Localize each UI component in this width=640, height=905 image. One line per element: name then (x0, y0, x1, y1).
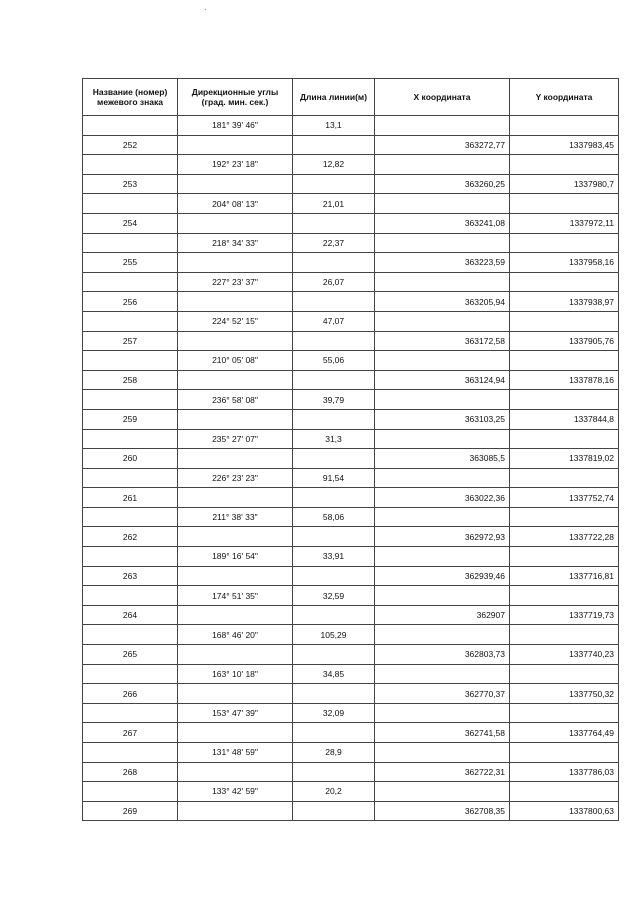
cell-line-length (293, 213, 375, 233)
cell-marker-name: 260 (83, 449, 178, 469)
cell-direction-angle: 133° 42' 59" (178, 782, 293, 802)
cell-y-coordinate: 1337972,11 (510, 213, 619, 233)
cell-y-coordinate: 1337786,03 (510, 762, 619, 782)
table-row (83, 723, 619, 743)
cell-x-coordinate (375, 311, 510, 331)
table-row (83, 801, 619, 821)
header-angle: Дирекционные углы (град. мин. сек.) (178, 79, 293, 116)
cell-line-length: 34,85 (293, 664, 375, 684)
cell-line-length (293, 449, 375, 469)
cell-y-coordinate: 1337938,97 (510, 292, 619, 312)
cell-marker-name (83, 155, 178, 175)
cell-x-coordinate (375, 625, 510, 645)
cell-marker-name: 259 (83, 409, 178, 429)
cell-direction-angle: 211° 38' 33" (178, 507, 293, 527)
cell-y-coordinate (510, 664, 619, 684)
cell-x-coordinate (375, 664, 510, 684)
cell-direction-angle: 163° 10' 18" (178, 664, 293, 684)
cell-x-coordinate: 363241,08 (375, 213, 510, 233)
boundary-coordinates-table (82, 78, 619, 821)
cell-line-length: 91,54 (293, 468, 375, 488)
table-row (83, 331, 619, 351)
cell-direction-angle: 153° 47' 39" (178, 703, 293, 723)
cell-x-coordinate: 362741,58 (375, 723, 510, 743)
cell-x-coordinate: 362722,31 (375, 762, 510, 782)
cell-direction-angle: 192° 23' 18" (178, 155, 293, 175)
header-name: Название (номер) межевого знака (83, 79, 178, 116)
header-x: X координата (375, 79, 510, 116)
header-y: Y координата (510, 79, 619, 116)
cell-marker-name: 266 (83, 684, 178, 704)
table-row (83, 605, 619, 625)
table-row (83, 135, 619, 155)
cell-line-length (293, 684, 375, 704)
cell-direction-angle (178, 174, 293, 194)
cell-marker-name (83, 429, 178, 449)
cell-x-coordinate: 363172,58 (375, 331, 510, 351)
cell-line-length: 12,82 (293, 155, 375, 175)
cell-marker-name: 262 (83, 527, 178, 547)
table-row (83, 233, 619, 253)
cell-y-coordinate: 1337878,16 (510, 370, 619, 390)
cell-direction-angle: 204° 08' 13" (178, 194, 293, 214)
table-row (83, 586, 619, 606)
cell-direction-angle: 235° 27' 07" (178, 429, 293, 449)
cell-marker-name (83, 703, 178, 723)
cell-marker-name: 252 (83, 135, 178, 155)
cell-x-coordinate: 362770,37 (375, 684, 510, 704)
table-row (83, 782, 619, 802)
cell-line-length (293, 409, 375, 429)
table-row (83, 409, 619, 429)
cell-y-coordinate (510, 586, 619, 606)
cell-x-coordinate: 363260,25 (375, 174, 510, 194)
table-row (83, 194, 619, 214)
cell-y-coordinate: 1337905,76 (510, 331, 619, 351)
cell-line-length (293, 135, 375, 155)
table-row (83, 527, 619, 547)
cell-marker-name (83, 233, 178, 253)
cell-marker-name (83, 586, 178, 606)
table-row (83, 664, 619, 684)
cell-y-coordinate (510, 233, 619, 253)
cell-direction-angle (178, 723, 293, 743)
cell-y-coordinate (510, 507, 619, 527)
cell-line-length (293, 762, 375, 782)
cell-line-length: 55,06 (293, 351, 375, 371)
cell-x-coordinate: 363085,5 (375, 449, 510, 469)
cell-y-coordinate: 1337983,45 (510, 135, 619, 155)
cell-x-coordinate (375, 233, 510, 253)
cell-y-coordinate: 1337722,28 (510, 527, 619, 547)
cell-marker-name: 258 (83, 370, 178, 390)
cell-y-coordinate: 1337716,81 (510, 566, 619, 586)
table-row (83, 429, 619, 449)
cell-y-coordinate (510, 351, 619, 371)
cell-x-coordinate (375, 468, 510, 488)
cell-line-length: 105,29 (293, 625, 375, 645)
cell-x-coordinate (375, 390, 510, 410)
table-row (83, 311, 619, 331)
cell-line-length (293, 370, 375, 390)
cell-line-length (293, 645, 375, 665)
cell-y-coordinate (510, 155, 619, 175)
cell-y-coordinate: 1337740,23 (510, 645, 619, 665)
header-row (83, 79, 619, 116)
cell-y-coordinate (510, 547, 619, 567)
table-row (83, 390, 619, 410)
cell-marker-name: 257 (83, 331, 178, 351)
table-row (83, 547, 619, 567)
cell-x-coordinate: 363223,59 (375, 253, 510, 273)
cell-y-coordinate (510, 468, 619, 488)
cell-x-coordinate (375, 194, 510, 214)
cell-y-coordinate (510, 194, 619, 214)
cell-line-length: 31,3 (293, 429, 375, 449)
cell-marker-name: 267 (83, 723, 178, 743)
table-row (83, 625, 619, 645)
cell-marker-name: 265 (83, 645, 178, 665)
cell-y-coordinate (510, 782, 619, 802)
cell-direction-angle (178, 605, 293, 625)
cell-marker-name (83, 351, 178, 371)
cell-marker-name: 253 (83, 174, 178, 194)
cell-line-length (293, 174, 375, 194)
cell-x-coordinate (375, 586, 510, 606)
cell-direction-angle (178, 409, 293, 429)
cell-line-length: 20,2 (293, 782, 375, 802)
cell-direction-angle (178, 684, 293, 704)
cell-marker-name: 263 (83, 566, 178, 586)
cell-marker-name: 256 (83, 292, 178, 312)
table-row (83, 762, 619, 782)
cell-x-coordinate: 363124,94 (375, 370, 510, 390)
table-header (83, 79, 619, 116)
cell-y-coordinate: 1337958,16 (510, 253, 619, 273)
cell-line-length: 32,09 (293, 703, 375, 723)
cell-marker-name: 269 (83, 801, 178, 821)
cell-x-coordinate (375, 547, 510, 567)
cell-x-coordinate (375, 155, 510, 175)
cell-line-length (293, 488, 375, 508)
cell-y-coordinate (510, 703, 619, 723)
cell-x-coordinate: 363022,36 (375, 488, 510, 508)
table-row (83, 743, 619, 763)
cell-line-length: 58,06 (293, 507, 375, 527)
table-row (83, 116, 619, 136)
table-row (83, 174, 619, 194)
cell-direction-angle (178, 566, 293, 586)
cell-line-length: 13,1 (293, 116, 375, 136)
cell-line-length (293, 253, 375, 273)
table-row (83, 449, 619, 469)
cell-y-coordinate: 1337750,32 (510, 684, 619, 704)
cell-line-length: 47,07 (293, 311, 375, 331)
cell-direction-angle: 224° 52' 15" (178, 311, 293, 331)
cell-marker-name (83, 782, 178, 802)
cell-line-length: 39,79 (293, 390, 375, 410)
cell-line-length (293, 331, 375, 351)
cell-y-coordinate: 1337819,02 (510, 449, 619, 469)
cell-line-length (293, 292, 375, 312)
table-row (83, 272, 619, 292)
table-row (83, 645, 619, 665)
cell-y-coordinate (510, 311, 619, 331)
cell-x-coordinate (375, 507, 510, 527)
cell-direction-angle (178, 762, 293, 782)
table-row (83, 351, 619, 371)
cell-direction-angle (178, 527, 293, 547)
cell-direction-angle: 181° 39' 46" (178, 116, 293, 136)
cell-line-length: 26,07 (293, 272, 375, 292)
cell-marker-name (83, 468, 178, 488)
cell-direction-angle (178, 331, 293, 351)
cell-y-coordinate (510, 272, 619, 292)
table-row (83, 370, 619, 390)
table-row (83, 155, 619, 175)
cell-marker-name (83, 116, 178, 136)
cell-x-coordinate: 363103,25 (375, 409, 510, 429)
cell-line-length (293, 605, 375, 625)
cell-line-length: 28,9 (293, 743, 375, 763)
cell-marker-name (83, 311, 178, 331)
cell-y-coordinate (510, 390, 619, 410)
cell-marker-name: 254 (83, 213, 178, 233)
table-body (83, 116, 619, 821)
cell-x-coordinate: 363272,77 (375, 135, 510, 155)
cell-direction-angle: 174° 51' 35" (178, 586, 293, 606)
cell-marker-name (83, 194, 178, 214)
table-row (83, 566, 619, 586)
cell-y-coordinate: 1337800,63 (510, 801, 619, 821)
cell-line-length: 33,91 (293, 547, 375, 567)
cell-marker-name (83, 625, 178, 645)
table-row (83, 253, 619, 273)
cell-marker-name: 264 (83, 605, 178, 625)
cell-y-coordinate: 1337980,7 (510, 174, 619, 194)
cell-y-coordinate (510, 743, 619, 763)
cell-direction-angle: 236° 58' 08" (178, 390, 293, 410)
cell-marker-name: 268 (83, 762, 178, 782)
cell-x-coordinate: 362939,46 (375, 566, 510, 586)
cell-y-coordinate: 1337752,74 (510, 488, 619, 508)
cell-marker-name (83, 272, 178, 292)
cell-direction-angle (178, 370, 293, 390)
cell-direction-angle (178, 645, 293, 665)
cell-x-coordinate (375, 351, 510, 371)
cell-x-coordinate (375, 782, 510, 802)
cell-direction-angle: 168° 46' 20" (178, 625, 293, 645)
table-row (83, 684, 619, 704)
cell-line-length (293, 801, 375, 821)
cell-marker-name (83, 743, 178, 763)
table-row (83, 468, 619, 488)
table-row (83, 488, 619, 508)
cell-direction-angle (178, 801, 293, 821)
cell-x-coordinate: 363205,94 (375, 292, 510, 312)
cell-y-coordinate: 1337764,49 (510, 723, 619, 743)
cell-direction-angle: 189° 16' 54" (178, 547, 293, 567)
cell-x-coordinate: 362907 (375, 605, 510, 625)
cell-line-length (293, 527, 375, 547)
table-row (83, 703, 619, 723)
table-row (83, 213, 619, 233)
cell-y-coordinate (510, 625, 619, 645)
cell-marker-name (83, 390, 178, 410)
cell-direction-angle: 210° 05' 08" (178, 351, 293, 371)
cell-x-coordinate (375, 703, 510, 723)
cell-y-coordinate (510, 116, 619, 136)
cell-y-coordinate (510, 429, 619, 449)
cell-direction-angle (178, 135, 293, 155)
cell-direction-angle (178, 213, 293, 233)
cell-x-coordinate (375, 272, 510, 292)
cell-line-length (293, 566, 375, 586)
cell-direction-angle (178, 488, 293, 508)
cell-x-coordinate (375, 116, 510, 136)
cell-line-length: 21,01 (293, 194, 375, 214)
cell-marker-name (83, 664, 178, 684)
cell-line-length: 22,37 (293, 233, 375, 253)
cell-line-length (293, 723, 375, 743)
cell-marker-name: 255 (83, 253, 178, 273)
cell-direction-angle (178, 449, 293, 469)
cell-direction-angle: 227° 23' 37" (178, 272, 293, 292)
cell-direction-angle (178, 253, 293, 273)
table-row (83, 507, 619, 527)
cell-direction-angle (178, 292, 293, 312)
cell-x-coordinate (375, 429, 510, 449)
cell-y-coordinate: 1337719,73 (510, 605, 619, 625)
cell-x-coordinate: 362708,35 (375, 801, 510, 821)
cell-line-length: 32,59 (293, 586, 375, 606)
cell-marker-name: 261 (83, 488, 178, 508)
cell-direction-angle: 226° 23' 23" (178, 468, 293, 488)
scan-speck (205, 9, 206, 10)
cell-marker-name (83, 547, 178, 567)
cell-y-coordinate: 1337844,8 (510, 409, 619, 429)
cell-direction-angle: 218° 34' 33" (178, 233, 293, 253)
table-row (83, 292, 619, 312)
header-length: Длина линии(м) (293, 79, 375, 116)
cell-x-coordinate: 362972,93 (375, 527, 510, 547)
cell-x-coordinate (375, 743, 510, 763)
cell-x-coordinate: 362803,73 (375, 645, 510, 665)
cell-direction-angle: 131° 48' 59" (178, 743, 293, 763)
cell-marker-name (83, 507, 178, 527)
